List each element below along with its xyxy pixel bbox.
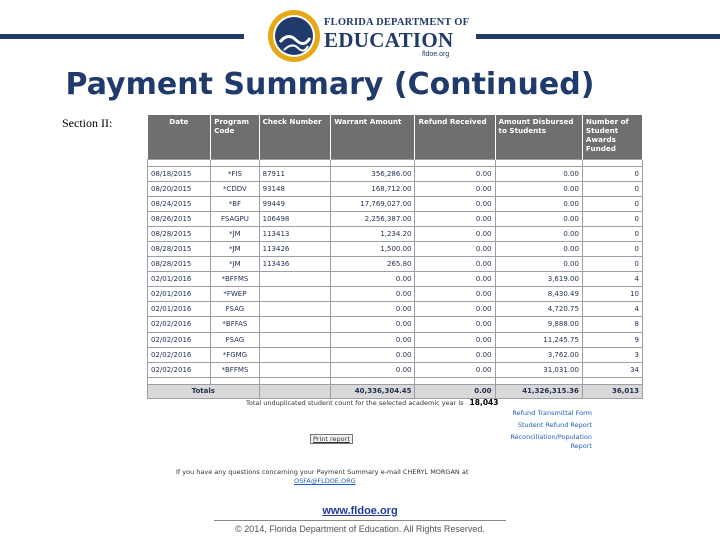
table-cell: 0.00 bbox=[331, 362, 415, 377]
table-cell: FSAG bbox=[211, 302, 259, 317]
table-cell: 0.00 bbox=[495, 241, 582, 256]
table-cell: 17,769,027.00 bbox=[331, 196, 415, 211]
table-cell: 9,888.00 bbox=[495, 317, 582, 332]
sun-emblem-icon bbox=[266, 8, 322, 64]
table-header-row bbox=[148, 115, 643, 159]
table-cell: 02/02/2016 bbox=[148, 332, 211, 347]
table-cell: 3,762.00 bbox=[495, 347, 582, 362]
table-row bbox=[148, 241, 643, 256]
table-body bbox=[148, 159, 643, 398]
table-cell: 31,031.00 bbox=[495, 362, 582, 377]
table-cell: 0.00 bbox=[415, 211, 495, 226]
student-count-value: 18,043 bbox=[469, 398, 499, 407]
table-row bbox=[148, 181, 643, 196]
table-cell: 8,430.49 bbox=[495, 287, 582, 302]
table-cell: 0.00 bbox=[331, 272, 415, 287]
table-cell: 02/01/2016 bbox=[148, 272, 211, 287]
table-row bbox=[148, 257, 643, 272]
table-cell: 0.00 bbox=[495, 166, 582, 181]
table-cell: 87911 bbox=[259, 166, 331, 181]
table-cell bbox=[259, 287, 331, 302]
table-cell: 0.00 bbox=[495, 181, 582, 196]
table-cell: *BFFAS bbox=[211, 317, 259, 332]
table-cell: 265.80 bbox=[331, 257, 415, 272]
table-cell: *FWEP bbox=[211, 287, 259, 302]
table-cell: 08/26/2015 bbox=[148, 211, 211, 226]
table-cell: 0.00 bbox=[495, 196, 582, 211]
table-cell: 0 bbox=[582, 226, 642, 241]
table-row bbox=[148, 226, 643, 241]
table-row bbox=[148, 272, 643, 287]
table-cell: 0.00 bbox=[415, 287, 495, 302]
table-cell: FSAGPU bbox=[211, 211, 259, 226]
table-cell: 0 bbox=[582, 241, 642, 256]
header-rule-right bbox=[476, 34, 720, 39]
table-row bbox=[148, 196, 643, 211]
table-cell bbox=[259, 362, 331, 377]
question-text: If you have any questions concerning your Payment Summary e-mail CHERYL MORGAN at bbox=[176, 468, 469, 476]
question-email-link[interactable]: OSFA@FLDOE.ORG bbox=[294, 477, 356, 485]
col-refund-received: Refund Received bbox=[415, 115, 495, 159]
table-cell: *JM bbox=[211, 241, 259, 256]
table-cell: 113413 bbox=[259, 226, 331, 241]
table-cell: 11,245.75 bbox=[495, 332, 582, 347]
totals-cell: 0.00 bbox=[415, 384, 495, 398]
table-cell: 8 bbox=[582, 317, 642, 332]
totals-cell bbox=[259, 384, 331, 398]
section-label: Section II: bbox=[62, 116, 113, 130]
logo-org-line2: EDUCATION bbox=[324, 28, 454, 52]
totals-row bbox=[148, 384, 643, 398]
totals-cell: Totals bbox=[148, 384, 260, 398]
table-cell: *FIS bbox=[211, 166, 259, 181]
print-report-button[interactable]: Print report bbox=[310, 434, 353, 444]
table-cell: 0 bbox=[582, 196, 642, 211]
table-cell: 02/02/2016 bbox=[148, 347, 211, 362]
table-row bbox=[148, 302, 643, 317]
table-cell: 02/02/2016 bbox=[148, 317, 211, 332]
logo-org-line1: FLORIDA DEPARTMENT OF bbox=[324, 17, 470, 28]
table-cell: 113436 bbox=[259, 257, 331, 272]
table-cell: 08/18/2015 bbox=[148, 166, 211, 181]
table-cell: 4 bbox=[582, 272, 642, 287]
table-cell: 0.00 bbox=[331, 317, 415, 332]
table-cell: 0.00 bbox=[415, 166, 495, 181]
col-awards-funded: Number of Student Awards Funded bbox=[582, 115, 642, 159]
table-cell: 93148 bbox=[259, 181, 331, 196]
table-cell: 0.00 bbox=[415, 362, 495, 377]
table-cell: 113426 bbox=[259, 241, 331, 256]
table-cell: 0.00 bbox=[495, 257, 582, 272]
table-cell: *BF bbox=[211, 196, 259, 211]
table-cell: 02/01/2016 bbox=[148, 302, 211, 317]
table-cell: 1,234.20 bbox=[331, 226, 415, 241]
table-cell: 0.00 bbox=[415, 181, 495, 196]
table-cell: 3 bbox=[582, 347, 642, 362]
table-cell: 0.00 bbox=[415, 347, 495, 362]
table-row bbox=[148, 166, 643, 181]
table-cell: 0 bbox=[582, 181, 642, 196]
table-cell: 0.00 bbox=[331, 287, 415, 302]
col-amount-disbursed: Amount Disbursed to Students bbox=[495, 115, 582, 159]
table-cell: 99449 bbox=[259, 196, 331, 211]
table-cell: 4 bbox=[582, 302, 642, 317]
table-cell: 0 bbox=[582, 166, 642, 181]
table-cell: 0.00 bbox=[415, 272, 495, 287]
table-cell: FSAG bbox=[211, 332, 259, 347]
table-spacer-row bbox=[148, 377, 643, 384]
totals-cell: 40,336,304.45 bbox=[331, 384, 415, 398]
link-refund-transmittal[interactable]: Refund Transmittal Form bbox=[512, 409, 592, 417]
table-cell: 10 bbox=[582, 287, 642, 302]
report-links bbox=[502, 409, 592, 454]
table-cell: 08/24/2015 bbox=[148, 196, 211, 211]
table-row bbox=[148, 287, 643, 302]
table-cell: 0.00 bbox=[415, 257, 495, 272]
table-cell: 0.00 bbox=[331, 332, 415, 347]
table-cell: 0.00 bbox=[495, 211, 582, 226]
table-cell: 0.00 bbox=[415, 317, 495, 332]
link-reconciliation-report[interactable]: Reconciliation/Population Report bbox=[510, 433, 592, 450]
table-cell: 3,619.00 bbox=[495, 272, 582, 287]
table-cell: 106498 bbox=[259, 211, 331, 226]
col-date: Date bbox=[148, 115, 211, 159]
table-cell: 2,256,387.00 bbox=[331, 211, 415, 226]
table-cell: *JM bbox=[211, 257, 259, 272]
logo-site: fldoe.org bbox=[422, 51, 450, 58]
footer-copyright: © 2014, Florida Department of Education. All Rights Reserved. bbox=[235, 524, 485, 534]
table-cell bbox=[259, 347, 331, 362]
table-cell: 08/20/2015 bbox=[148, 181, 211, 196]
table-cell: *BFFMS bbox=[211, 362, 259, 377]
table-cell bbox=[259, 272, 331, 287]
col-warrant-amount: Warrant Amount bbox=[331, 115, 415, 159]
table-row bbox=[148, 317, 643, 332]
table-cell: 0.00 bbox=[331, 302, 415, 317]
table-cell bbox=[259, 302, 331, 317]
footer-divider bbox=[214, 520, 506, 521]
table-row bbox=[148, 332, 643, 347]
table-cell: 0.00 bbox=[415, 226, 495, 241]
totals-cell: 36,013 bbox=[582, 384, 642, 398]
table-cell: *JM bbox=[211, 226, 259, 241]
table-cell: 0 bbox=[582, 211, 642, 226]
table-cell: *FGMG bbox=[211, 347, 259, 362]
table-cell: 08/28/2015 bbox=[148, 257, 211, 272]
table-cell: 4,720.75 bbox=[495, 302, 582, 317]
table-cell: 08/28/2015 bbox=[148, 241, 211, 256]
table-cell: 0.00 bbox=[415, 332, 495, 347]
table-cell: 08/28/2015 bbox=[148, 226, 211, 241]
table-cell: 1,500.00 bbox=[331, 241, 415, 256]
table-cell: 02/02/2016 bbox=[148, 362, 211, 377]
table-row bbox=[148, 347, 643, 362]
table-row bbox=[148, 211, 643, 226]
student-count-text: Total unduplicated student count for the selected academic year is bbox=[246, 399, 464, 407]
table-cell: 0.00 bbox=[415, 302, 495, 317]
table-row bbox=[148, 362, 643, 377]
fldoe-logo bbox=[266, 8, 470, 64]
table-cell: 34 bbox=[582, 362, 642, 377]
table-cell: *BFFMS bbox=[211, 272, 259, 287]
table-cell: 168,712.00 bbox=[331, 181, 415, 196]
student-count bbox=[246, 398, 498, 407]
col-check-number: Check Number bbox=[259, 115, 331, 159]
link-student-refund-report[interactable]: Student Refund Report bbox=[517, 421, 592, 429]
col-program-code: Program Code bbox=[211, 115, 259, 159]
header-rule-left bbox=[0, 34, 244, 39]
footer-url-link[interactable]: www.fldoe.org bbox=[322, 505, 398, 517]
totals-cell: 41,326,315.36 bbox=[495, 384, 582, 398]
table-cell bbox=[259, 317, 331, 332]
table-cell: 0.00 bbox=[331, 347, 415, 362]
table-cell: *CDDV bbox=[211, 181, 259, 196]
table-cell: 9 bbox=[582, 332, 642, 347]
table-spacer-row bbox=[148, 159, 643, 166]
table-cell: 356,286.00 bbox=[331, 166, 415, 181]
table-cell: 0 bbox=[582, 257, 642, 272]
page-title: Payment Summary (Continued) bbox=[65, 67, 595, 102]
payment-table bbox=[147, 115, 643, 399]
table-cell: 02/01/2016 bbox=[148, 287, 211, 302]
table-cell: 0.00 bbox=[415, 241, 495, 256]
table-cell bbox=[259, 332, 331, 347]
table-cell: 0.00 bbox=[495, 226, 582, 241]
table-cell: 0.00 bbox=[415, 196, 495, 211]
